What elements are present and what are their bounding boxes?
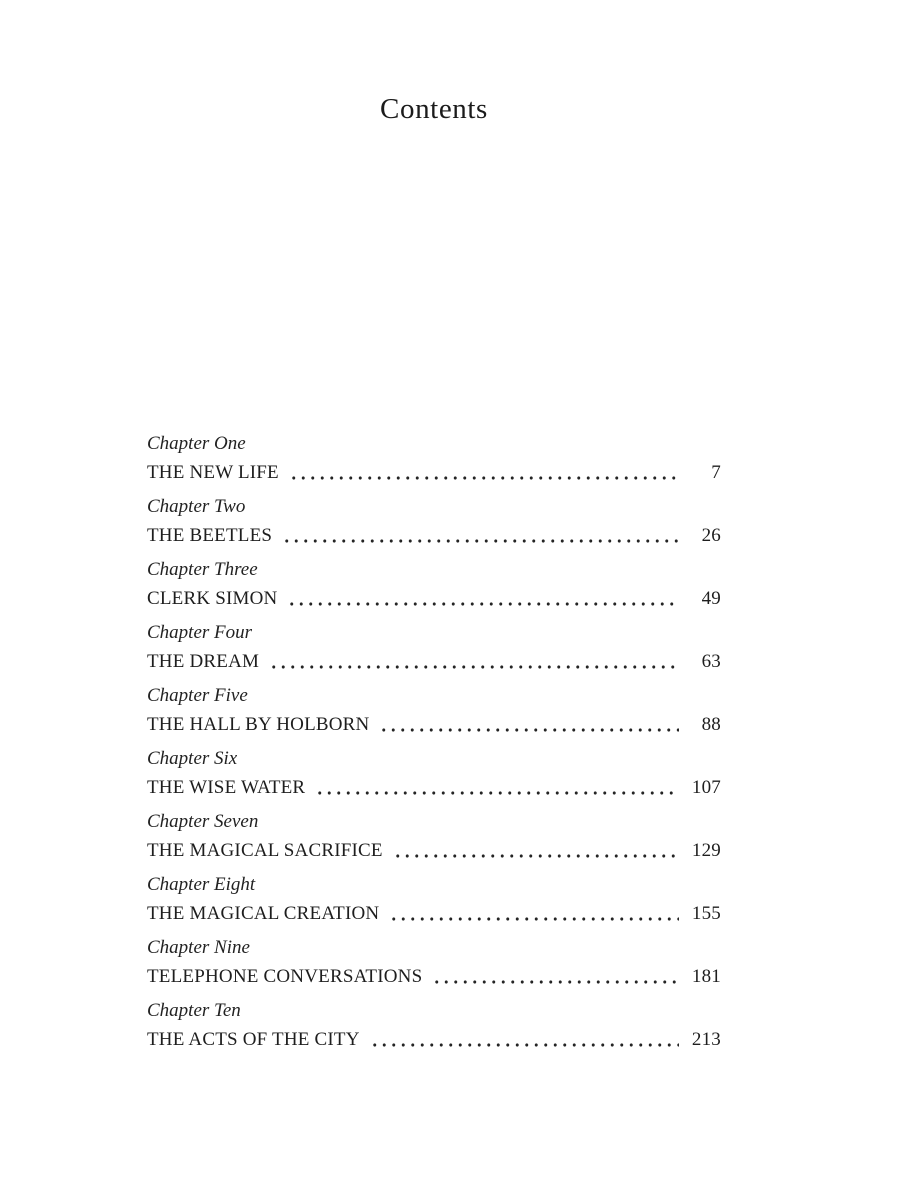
chapter-title: THE BEETLES <box>147 525 273 546</box>
dot-leader <box>287 584 679 613</box>
page-number: 88 <box>701 714 721 735</box>
chapter-label: Chapter Seven <box>147 811 259 832</box>
chapter-title: THE MAGICAL CREATION <box>147 903 380 924</box>
toc-entry-row <box>147 584 721 613</box>
chapter-title: THE DREAM <box>147 651 260 672</box>
dot-leader <box>393 836 679 865</box>
toc-entry-row <box>147 521 721 550</box>
toc-entry-row <box>147 773 721 802</box>
chapter-label: Chapter Four <box>147 622 253 643</box>
toc-entry <box>147 681 721 739</box>
chapter-label: Chapter Ten <box>147 1000 241 1021</box>
page-number: 213 <box>691 1029 721 1050</box>
dot-leader <box>370 1025 679 1054</box>
dot-leader <box>389 899 679 928</box>
chapter-title: THE HALL BY HOLBORN <box>147 714 370 735</box>
toc-entry-row <box>147 1025 721 1054</box>
toc-entry-row <box>147 647 721 676</box>
toc-entry-row <box>147 962 721 991</box>
chapter-label: Chapter Nine <box>147 937 250 958</box>
chapter-label: Chapter One <box>147 433 246 454</box>
page-number: 7 <box>711 462 721 483</box>
toc-list <box>147 429 721 1054</box>
toc-entry-row <box>147 836 721 865</box>
page-number: 63 <box>701 651 721 672</box>
page-number: 49 <box>701 588 721 609</box>
toc-entry <box>147 429 721 487</box>
chapter-title: THE NEW LIFE <box>147 462 279 483</box>
chapter-label: Chapter Five <box>147 685 248 706</box>
chapter-title: TELEPHONE CONVERSATIONS <box>147 966 423 987</box>
page-title: Contents <box>380 93 488 125</box>
page-number: 107 <box>691 777 721 798</box>
page-number: 155 <box>691 903 721 924</box>
page-number: 181 <box>691 966 721 987</box>
toc-entry <box>147 870 721 928</box>
dot-leader <box>432 962 679 991</box>
chapter-title: THE ACTS OF THE CITY <box>147 1029 360 1050</box>
chapter-label: Chapter Six <box>147 748 238 769</box>
toc-entry <box>147 555 721 613</box>
page-number: 129 <box>691 840 721 861</box>
toc-entry <box>147 933 721 991</box>
dot-leader <box>289 458 679 487</box>
dot-leader <box>282 521 679 550</box>
toc-entry <box>147 492 721 550</box>
chapter-title: CLERK SIMON <box>147 588 278 609</box>
toc-entry-row <box>147 458 721 487</box>
dot-leader <box>315 773 679 802</box>
toc-entry <box>147 807 721 865</box>
toc-entry-row <box>147 710 721 739</box>
chapter-label: Chapter Eight <box>147 874 256 895</box>
toc-entry <box>147 744 721 802</box>
toc-entry <box>147 618 721 676</box>
chapter-label: Chapter Three <box>147 559 258 580</box>
page-number: 26 <box>701 525 721 546</box>
dot-leader <box>269 647 679 676</box>
chapter-title: THE WISE WATER <box>147 777 306 798</box>
chapter-title: THE MAGICAL SACRIFICE <box>147 840 383 861</box>
toc-entry <box>147 996 721 1054</box>
dot-leader <box>379 710 679 739</box>
chapter-label: Chapter Two <box>147 496 246 517</box>
toc-entry-row <box>147 899 721 928</box>
